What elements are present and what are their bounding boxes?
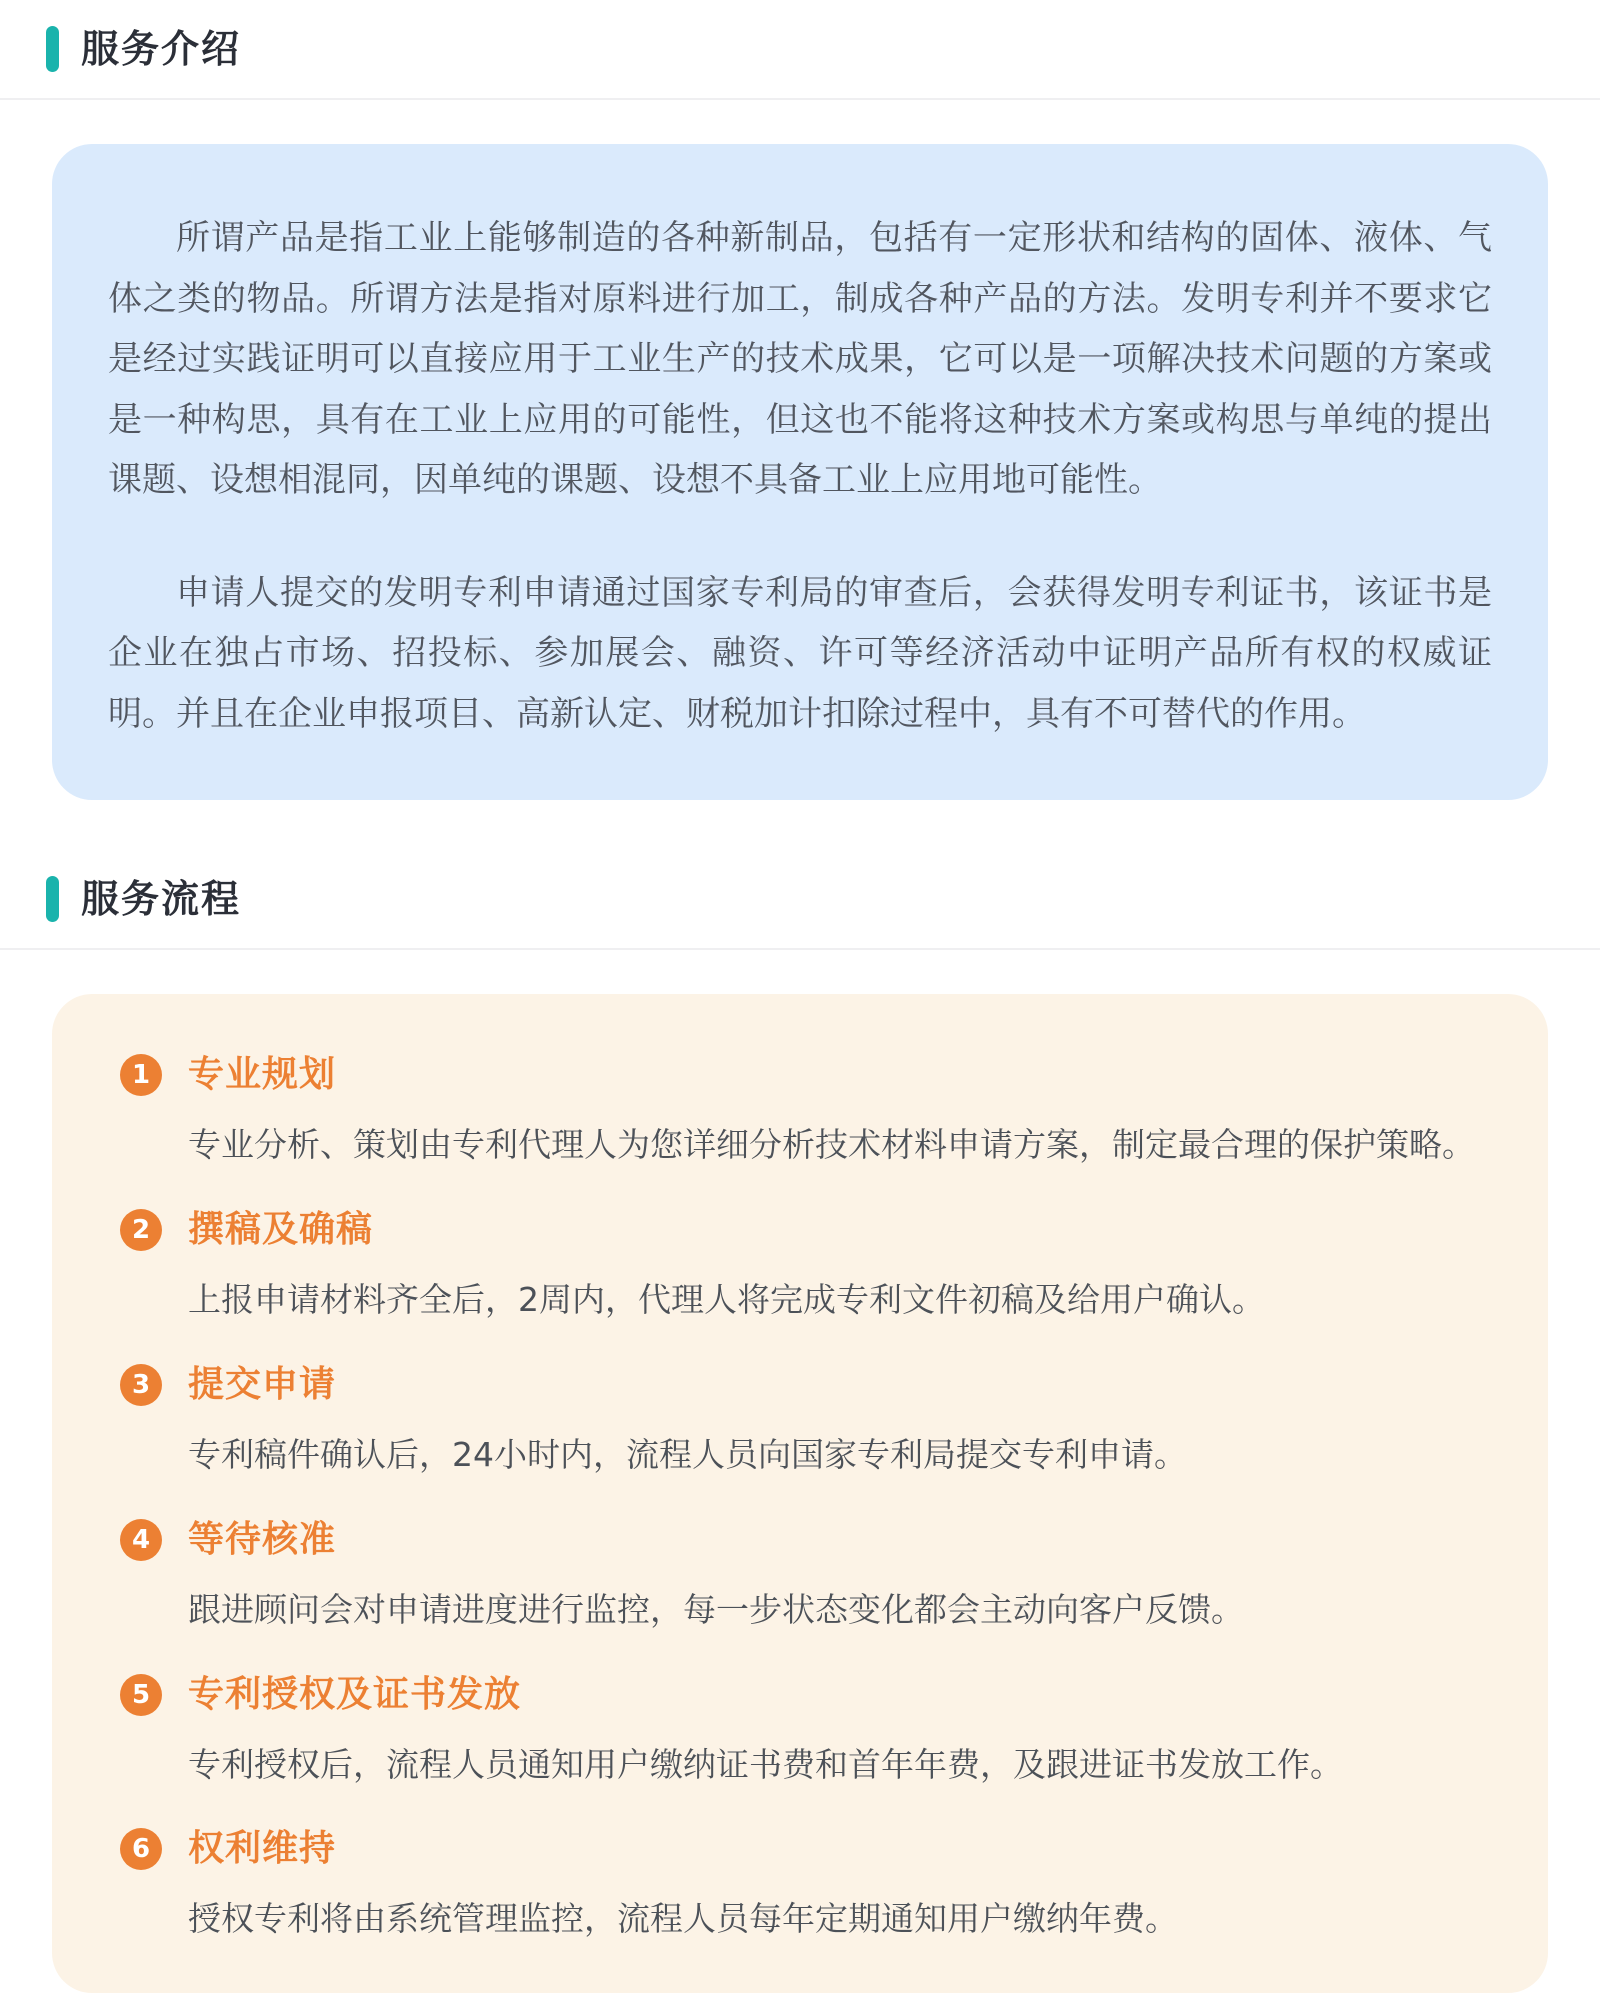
step-description: 上报申请材料齐全后，2周内，代理人将完成专利文件初稿及给用户确认。 <box>188 1279 1265 1319</box>
step-number-badge: 3 <box>120 1364 162 1406</box>
process-step <box>120 1828 1480 1943</box>
step-title: 专利授权及证书发放 <box>188 1673 522 1715</box>
intro-paragraph: 申请人提交的发明专利申请通过国家专利局的审查后，会获得发明专利证书，该证书是企业在独占市场、招投标、参加展会、融资、许可等经济活动中证明产品所有权的权威证明。并且在企业申报项目、高新认定、财税加计扣除过程中，具有不可替代的作用。 <box>108 572 1492 734</box>
step-title: 等待核准 <box>188 1518 337 1560</box>
step-number-badge: 5 <box>120 1674 162 1716</box>
step-number-badge: 4 <box>120 1519 162 1561</box>
step-header <box>120 1674 1480 1716</box>
step-description: 专业分析、策划由专利代理人为您详细分析技术材料申请方案，制定最合理的保护策略。 <box>188 1125 1475 1165</box>
process-step <box>120 1674 1480 1789</box>
teal-accent-bar-icon <box>46 876 59 922</box>
step-header <box>120 1209 1480 1251</box>
step-description: 授权专利将由系统管理监控，流程人员每年定期通知用户缴纳年费。 <box>188 1899 1178 1939</box>
step-header <box>120 1364 1480 1406</box>
step-description: 跟进顾问会对申请进度进行监控，每一步状态变化都会主动向客户反馈。 <box>188 1589 1244 1629</box>
process-card <box>52 994 1548 1993</box>
step-title: 撰稿及确稿 <box>188 1208 374 1250</box>
process-step <box>120 1054 1480 1169</box>
teal-accent-bar-icon <box>46 26 59 72</box>
intro-section-title: 服务介绍 <box>81 27 242 71</box>
step-title: 提交申请 <box>188 1363 337 1405</box>
step-header <box>120 1519 1480 1561</box>
step-title: 权利维持 <box>188 1828 337 1870</box>
intro-section-header <box>0 0 1600 100</box>
process-step <box>120 1364 1480 1479</box>
process-step <box>120 1519 1480 1634</box>
process-step <box>120 1209 1480 1324</box>
process-section-header <box>0 850 1600 950</box>
step-header <box>120 1054 1480 1096</box>
step-number-badge: 2 <box>120 1209 162 1251</box>
step-number-badge: 1 <box>120 1054 162 1096</box>
step-description: 专利稿件确认后，24小时内，流程人员向国家专利局提交专利申请。 <box>188 1434 1187 1474</box>
step-description: 专利授权后，流程人员通知用户缴纳证书费和首年年费，及跟进证书发放工作。 <box>188 1744 1343 1784</box>
intro-paragraph: 所谓产品是指工业上能够制造的各种新制品，包括有一定形状和结构的固体、液体、气体之类的物品。所谓方法是指对原料进行加工，制成各种产品的方法。发明专利并不要求它是经过实践证明可以直接应用于工业生产的技术成果，它可以是一项解决技术问题的方案或是一种构思，具有在工业上应用的可能性，但这也不能将这种技术方案或构思与单纯的提出课题、设想相混同，因单纯的课题、设想不具备工业上应用地可能性。 <box>108 218 1492 501</box>
step-header <box>120 1828 1480 1870</box>
intro-card <box>52 144 1548 800</box>
step-number-badge: 6 <box>120 1828 162 1870</box>
step-title: 专业规划 <box>188 1054 337 1096</box>
process-section-title: 服务流程 <box>81 877 242 922</box>
